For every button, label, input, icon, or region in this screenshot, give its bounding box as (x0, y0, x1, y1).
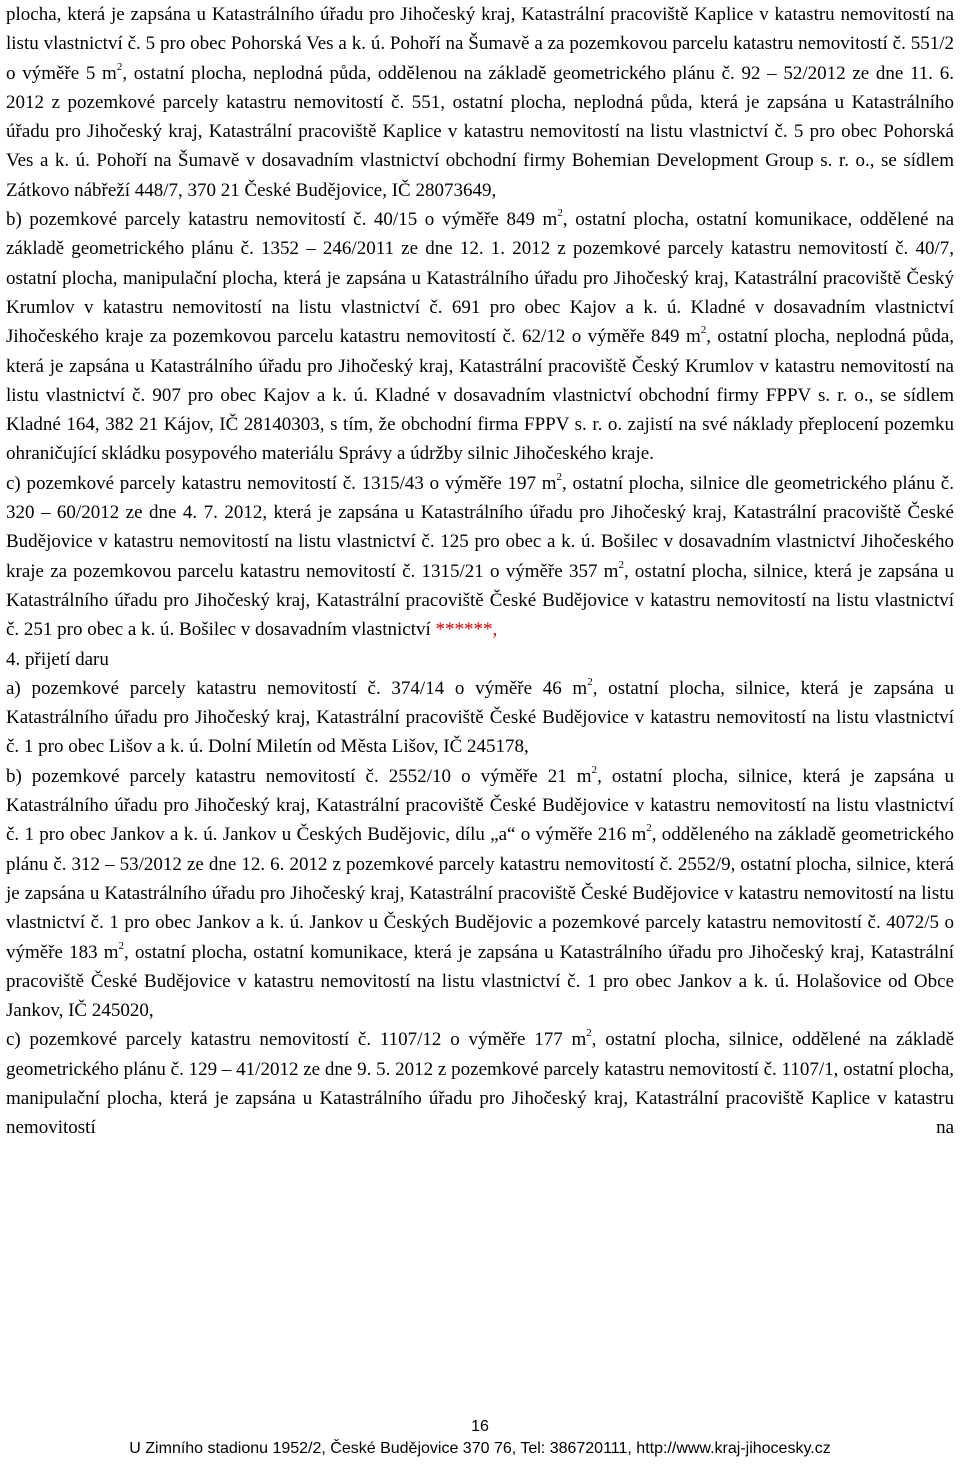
redacted-name: ******, (435, 619, 498, 641)
superscript: 2 (557, 207, 563, 220)
text-run: , ostatní plocha, silnice, která je zapsána u Katastrálního úřadu pro Jihočeský kraj, Katastrální pracoviště České Budějovice v katastru nemovitostí na listu vlastnictví č. 251 pro obec a k. ú. Bošilec v dosavadním vlastnictví (6, 560, 954, 641)
text-run: a) pozemkové parcely katastru nemovitostí č. 374/14 o výměře 46 m (6, 677, 588, 699)
document-body (6, 0, 954, 1143)
page-footer (0, 1416, 960, 1460)
superscript: 2 (700, 324, 707, 337)
text-run: , ostatní plocha, neplodná půda, oddělenou na základě geometrického plánu č. 92 – 52/2012 ze dne 11. 6. 2012 z pozemkové parcely katastru nemovitostí č. 551, ostatní plocha, neplodná půda, která je zapsána u Katastrálního úřadu pro Jihočeský kraj, Katastrální pracoviště Kaplice v katastru nemovitostí na listu vlastnictví č. 5 pro obec Pohorská Ves a k. ú. Pohoří na Šumavě v dosavadním vlastnictví obchodní firmy Bohemian Development Group s. r. o., se sídlem Zátkovo nábřeží 448/7, 370 21 České Budějovice, IČ 28073649, (6, 62, 954, 201)
superscript: 2 (618, 558, 624, 571)
text-run: , ostatní plocha, ostatní komunikace, která je zapsána u Katastrálního úřadu pro Jihočeský kraj, Katastrální pracoviště České Budějovice v katastru nemovitostí na listu vlastnictví č. 1 pro obec Jankov a k. ú. Holašovice od Obce Jankov, IČ 245020, (6, 941, 954, 1022)
superscript: 2 (591, 763, 598, 776)
page-number: 16 (471, 1418, 489, 1435)
paragraph-continuation (6, 0, 954, 205)
text-run: , ostatní plocha, silnice, která je zapsána u Katastrálního úřadu pro Jihočeský kraj, Katastrální pracoviště České Budějovice v katastru nemovitostí na listu vlastnictví č. 1 pro obec Jankov a k. ú. Jankov u Českých Budějovic, dílu „a“ o výměře 216 m (6, 765, 954, 846)
text-run: c) pozemkové parcely katastru nemovitostí č. 1315/43 o výměře 197 m (6, 472, 557, 494)
paragraph-item-c-gift (6, 1025, 954, 1142)
text-run: c) pozemkové parcely katastru nemovitostí č. 1107/12 o výměře 177 m (6, 1029, 587, 1051)
text-run: , ostatní plocha, silnice, oddělené na základě geometrického plánu č. 129 – 41/2012 ze dne 9. 5. 2012 z pozemkové parcely katastru nemovitostí č. 1107/1, ostatní plocha, manipulační plocha, která je zapsána u Katastrálního úřadu pro Jihočeský kraj, Katastrální pracoviště Kaplice v katastru nemovitostí na (6, 1029, 954, 1139)
superscript: 2 (116, 60, 123, 73)
superscript: 2 (556, 470, 563, 483)
superscript: 2 (587, 675, 593, 688)
text-run: b) pozemkové parcely katastru nemovitostí č. 40/15 o výměře 849 m (6, 209, 558, 231)
text-run: , ostatní plocha, ostatní komunikace, oddělené na základě geometrického plánu č. 1352 – 246/2011 ze dne 12. 1. 2012 z pozemkové parcely katastru nemovitostí č. 40/7, ostatní plocha, manipulační plocha, která je zapsána u Katastrálního úřadu pro Jihočeský kraj, Katastrální pracoviště Český Krumlov v katastru nemovitostí na listu vlastnictví č. 691 pro obec Kajov a k. ú. Kladné v dosavadním vlastnictví Jihočeského kraje za pozemkovou parcelu katastru nemovitostí č. 62/12 o výměře 849 m (6, 209, 955, 348)
paragraph-item-b (6, 205, 954, 469)
section-heading-4: 4. přijetí daru (6, 648, 109, 670)
text-run: b) pozemkové parcely katastru nemovitostí č. 2552/10 o výměře 21 m (6, 765, 592, 787)
footer-address: U Zimního stadionu 1952/2, České Budějovice 370 76, Tel: 386720111, http://www.kraj-jihocesky.cz (129, 1440, 831, 1457)
text-run: plocha, která je zapsána u Katastrálního úřadu pro Jihočeský kraj, Katastrální pracoviště Kaplice v katastru nemovitostí na listu vlastnictví č. 5 pro obec Pohorská Ves a k. ú. Pohoří na Šumavě a za pozemkovou parcelu katastru nemovitostí č. 551/2 o výměře 5 m (6, 4, 954, 84)
text-run: , ostatní plocha, silnice, která je zapsána u Katastrálního úřadu pro Jihočeský kraj, Katastrální pracoviště České Budějovice v katastru nemovitostí na listu vlastnictví č. 1 pro obec Lišov a k. ú. Dolní Miletín od Města Lišov, IČ 245178, (6, 677, 955, 758)
paragraph-item-c (6, 469, 954, 645)
superscript: 2 (118, 939, 125, 952)
text-run: , odděleného na základě geometrického plánu č. 312 – 53/2012 ze dne 12. 6. 2012 z pozemkové parcely katastru nemovitostí č. 2552/9, ostatní plocha, silnice, která je zapsána u Katastrálního úřadu pro Jihočeský kraj, Katastrální pracoviště České Budějovice v katastru nemovitostí na listu vlastnictví č. 1 pro obec Jankov a k. ú. Jankov u Českých Budějovic a pozemkové parcely katastru nemovitostí č. 4072/5 o výměře 183 m (6, 824, 954, 963)
paragraph-item-a (6, 674, 954, 762)
text-run: , ostatní plocha, silnice dle geometrického plánu č. 320 – 60/2012 ze dne 4. 7. 2012, která je zapsána u Katastrálního úřadu pro Jihočeský kraj, Katastrální pracoviště České Budějovice v katastru nemovitostí na listu vlastnictví č. 125 pro obec a k. ú. Bošilec v dosavadním vlastnictví Jihočeského kraje za pozemkovou parcelu katastru nemovitostí č. 1315/21 o výměře 357 m (6, 472, 954, 582)
superscript: 2 (586, 1027, 592, 1040)
text-run: , ostatní plocha, neplodná půda, která je zapsána u Katastrálního úřadu pro Jihočeský kraj, Katastrální pracoviště Český Krumlov v katastru nemovitostí na listu vlastnictví č. 907 pro obec Kajov a k. ú. Kladné v dosavadním vlastnictví obchodní firmy FPPV s. r. o., se sídlem Kladné 164, 382 21 Kájov, IČ 28140303, s tím, že obchodní firma FPPV s. r. o. zajistí na své náklady přeplocení pozemku ohraničující skládku posypového materiálu Správy a údržby silnic Jihočeského kraje. (6, 326, 954, 465)
superscript: 2 (646, 822, 652, 835)
paragraph-item-b-gift (6, 762, 954, 1026)
